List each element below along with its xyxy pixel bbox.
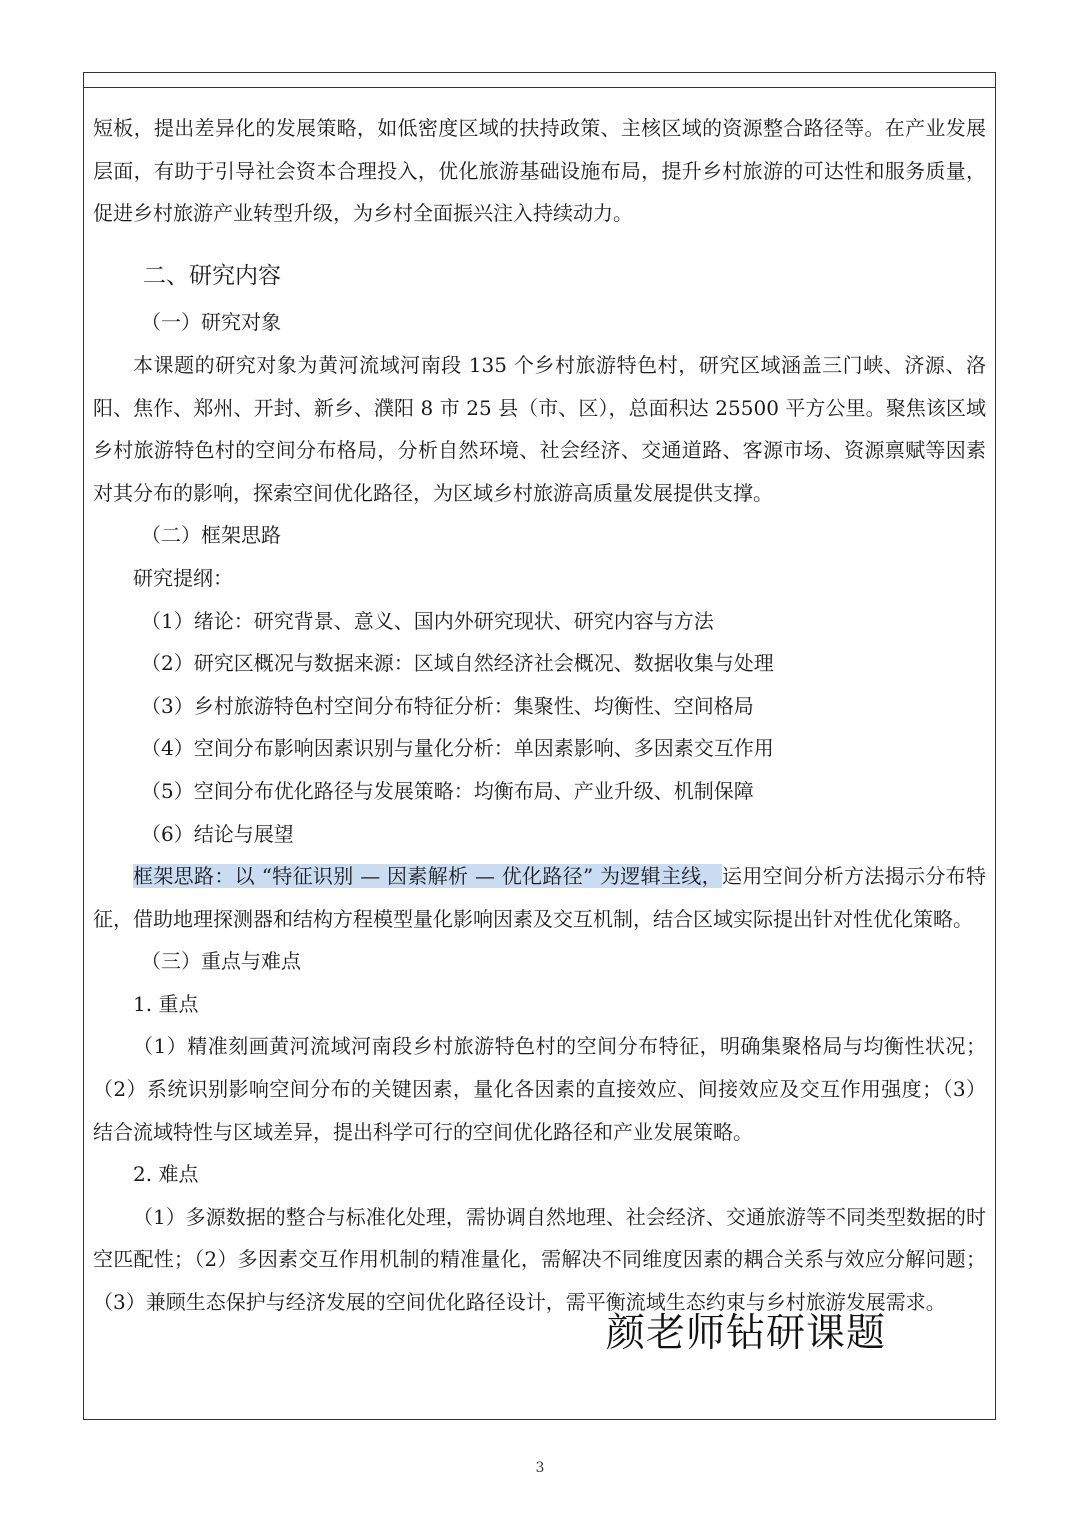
paragraph-framework (93, 855, 986, 940)
paragraph-difficulties: （1）多源数据的整合与标准化处理，需协调自然地理、社会经济、交通旅游等不同类型数据的时空匹配性；（2）多因素交互作用机制的精准量化，需解决不同维度因素的耦合关系与效应分解问题；（3）兼顾生态保护与经济发展的空间优化路径设计，需平衡流域生态约束与乡村旅游发展需求。 (93, 1204, 986, 1315)
selected-text-highlight[interactable]: 框架思路：以 “特征识别 — 因素解析 — 优化路径” 为逻辑主线， (133, 864, 722, 889)
paragraph-key-points: （1）精准刻画黄河流域河南段乡村旅游特色村的空间分布特征，明确集聚格局与均衡性状况；（2）系统识别影响空间分布的关键因素，量化各因素的直接效应、间接效应及交互作用强度；（3）结合流域特性与区域差异，提出科学可行的空间优化路径和产业发展策略。 (93, 1034, 986, 1144)
outline-item: （6）结论与展望 (141, 821, 294, 846)
outline-item: （5）空间分布优化路径与发展策略：均衡布局、产业升级、机制保障 (141, 778, 754, 803)
frame-top-rule (84, 87, 995, 88)
page-number: 3 (535, 1460, 545, 1476)
paragraph-top: 短板，提出差异化的发展策略，如低密度区域的扶持政策、主核区域的资源整合路径等。在产业发展层面，有助于引导社会资本合理投入，优化旅游基础设施布局，提升乡村旅游的可达性和服务质量，促进乡村旅游产业转型升级，为乡村全面振兴注入持续动力。 (93, 116, 986, 226)
key-points-title: 1. 重点 (133, 991, 199, 1016)
outline-item: （2）研究区概况与数据来源：区域自然经济社会概况、数据收集与处理 (141, 651, 774, 676)
outline-item: （3）乡村旅游特色村空间分布特征分析：集聚性、均衡性、空间格局 (141, 693, 754, 718)
difficulties-title: 2. 难点 (133, 1162, 199, 1187)
subsection-title-2: （二）框架思路 (141, 523, 281, 548)
framework-rest-text: 运用空间分析方法揭示分布特征，借助地理探测器和结构方程模型量化影响因素及交互机制，结合区域实际提出针对性优化策略。 (93, 864, 987, 931)
watermark-text: 颜老师钻研课题 (606, 1311, 887, 1356)
outline-item: （4）空间分布影响因素识别与量化分析：单因素影响、多因素交互作用 (141, 736, 774, 761)
outline-label: 研究提纲： (133, 565, 233, 590)
outline-item: （1）绪论：研究背景、意义、国内外研究现状、研究内容与方法 (141, 608, 714, 633)
document-body (93, 107, 986, 1324)
subsection-title-3: （三）重点与难点 (141, 949, 301, 974)
subsection-title-1: （一）研究对象 (141, 310, 281, 335)
section-title: 二、研究内容 (143, 262, 281, 289)
paragraph-research-object: 本课题的研究对象为黄河流域河南段 135 个乡村旅游特色村，研究区域涵盖三门峡、济源、洛阳、焦作、郑州、开封、新乡、濮阳 8 市 25 县（市、区），总面积达 25500 平方公里。聚焦该区域乡村旅游特色村的空间分布格局，分析自然环境、社会经济、交通道路、客源市场、资源禀赋等因素对其分布的影响，探索空间优化路径，为区域乡村旅游高质量发展提供支撑。 (93, 352, 986, 505)
